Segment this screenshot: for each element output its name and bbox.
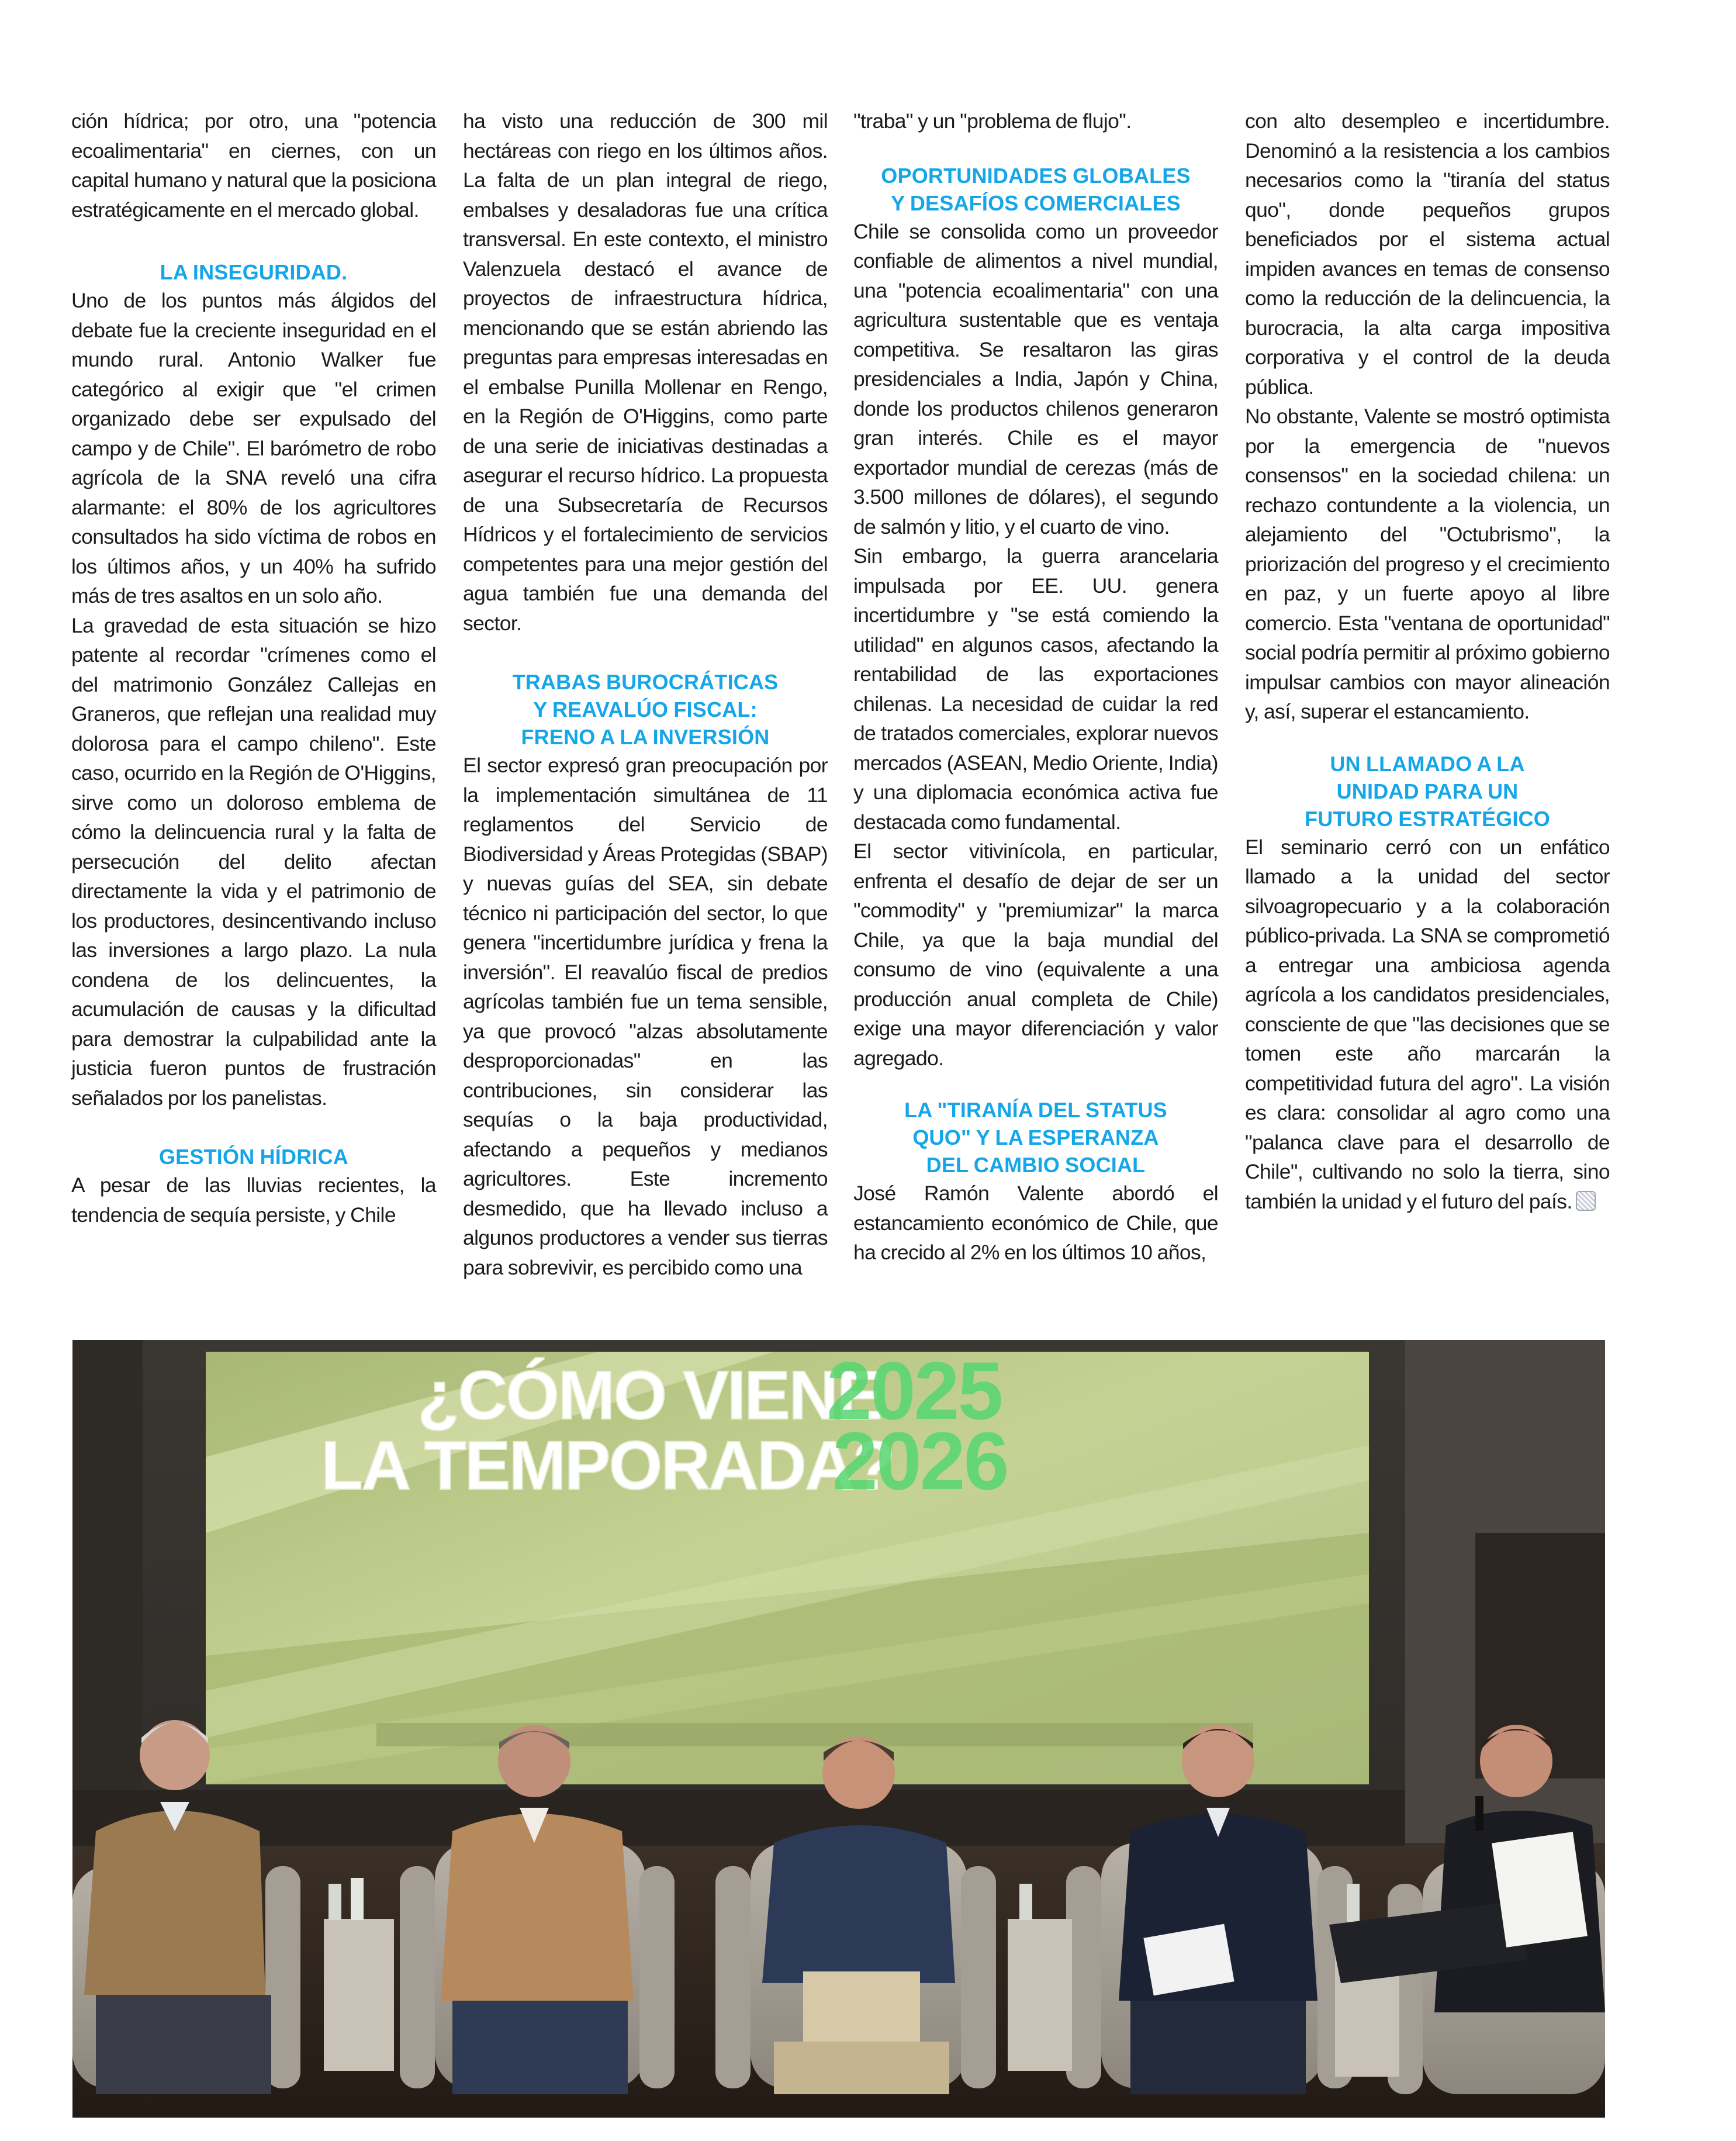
heading-line: UN LLAMADO A LA — [1330, 751, 1525, 776]
screen-year-2026: 2026 — [832, 1415, 1008, 1507]
screen-title-line1: ¿CÓMO VIENE — [417, 1357, 881, 1434]
section-heading-trabas — [463, 668, 828, 751]
article-column-4 — [1245, 106, 1610, 1216]
section-heading-inseguridad: LA INSEGURIDAD. — [160, 260, 348, 284]
section-heading-oportunidades — [853, 162, 1218, 217]
paragraph: A pesar de las lluvias recientes, la tendencia de sequía persiste, y Chile — [71, 1173, 436, 1227]
article-column-3 — [853, 106, 1218, 1268]
paragraph — [1245, 833, 1610, 1217]
section-heading-llamado — [1245, 750, 1610, 833]
paragraph: ción hídrica; por otro, una "potencia ecoalimentaria" en ciernes, con un capital humano y natural que la posiciona estratégicamente en el mercado global. — [71, 109, 436, 222]
heading-line: OPORTUNIDADES GLOBALES — [881, 163, 1191, 188]
heading-line: FRENO A LA INVERSIÓN — [521, 725, 770, 749]
paragraph: El sector vitivinícola, en particular, enfrenta el desafío de dejar de ser un "commodity" y "premiumizar" la marca Chile, ya que la baja mundial del consumo de vino (equivalente a una producción anual completa de Chile) exige una mayor diferenciación y valor agregado. — [853, 840, 1218, 1070]
section-heading-tirania — [853, 1096, 1218, 1179]
heading-line: Y REAVALÚO FISCAL: — [533, 697, 758, 721]
paragraph-text: El seminario cerró con un enfático llamado a la unidad del sector silvoagropecuario y a la colaboración público-privada. La SNA se comprometió a entregar una ambiciosa agenda agrícola a los candidatos presidenciales, consciente de que "las decisiones que se tomen este año marcarán la competitividad futura del agro". La visión es clara: consolidar al agro como una "palanca clave para el desarrollo de Chile", cultivando no solo la tierra, sino también la unidad y el futuro del país. — [1245, 835, 1610, 1213]
screen-title-line2: LA TEMPORADA? — [321, 1427, 894, 1504]
heading-line: UNIDAD PARA UN — [1336, 779, 1519, 803]
heading-line: DEL CAMBIO SOCIAL — [926, 1153, 1146, 1177]
heading-line: LA "TIRANÍA DEL STATUS — [904, 1098, 1167, 1122]
article-column-1 — [71, 106, 436, 1230]
paragraph: El sector expresó gran preocupación por la implementación simultánea de 11 reglamentos del Servicio de Biodiversidad y Áreas Protegidas (SBAP) y nuevas guías del SEA, sin debate técnico ni participación del sector, lo que genera "incertidumbre jurídica y frena la inversión". El reavalúo fiscal de predios agrícolas también fue un tema sensible, ya que provocó "alzas absolutamente desproporcionadas" en las contribuciones, sin considerar las sequías o la baja productividad, afectando a pequeños y medianos agricultores. Este incremento desmedido, que ha llevado incluso a algunos productores a vender sus tierras para sobrevivir, es percibido como una — [463, 754, 828, 1279]
heading-line: FUTURO ESTRATÉGICO — [1305, 806, 1550, 831]
paragraph: ha visto una reducción de 300 mil hectáreas con riego en los últimos años. La falta de un plan integral de riego, embalses y desaladoras fue una crítica transversal. En este contexto, el ministro Valenzuela destacó el avance de proyectos de infraestructura hídrica, mencionando que se están abriendo las preguntas para empresas interesadas en el embalse Punilla Mollenar en Rengo, en la Región de O'Higgins, como parte de una serie de iniciativas destinadas a asegurar el recurso hídrico. La propuesta de una Subsecretaría de Recursos Hídricos y el fortalecimiento de servicios competentes para una mejor gestión del agua también fue una demanda del sector. — [463, 109, 828, 635]
heading-line: QUO" Y LA ESPERANZA — [912, 1125, 1159, 1149]
section-heading-gestion-hidrica: GESTIÓN HÍDRICA — [158, 1145, 348, 1169]
paragraph: Chile se consolida como un proveedor confiable de alimentos a nivel mundial, una "potencia ecoalimentaria" con una agricultura sustentable que es ventaja competitiva. Se resaltaron las giras presidenciales a India, Japón y China, donde los productos chilenos generaron gran interés. Chile es el mayor exportador mundial de cerezas (más de 3.500 millones de dólares), el segundo de salmón y litio, y el cuarto de vino. — [853, 219, 1218, 538]
panel-photo — [72, 1340, 1605, 2118]
paragraph: Uno de los puntos más álgidos del debate fue la creciente inseguridad en el mundo rural. Antonio Walker fue categórico al exigir que "el crimen organizado debe ser expulsado del campo y de Chile". El barómetro de robo agrícola de la SNA reveló una cifra alarmante: el 80% de los agricultores consultados ha sido víctima de robos en los últimos años, y un 40% ha sufrido más de tres asaltos en un solo año. — [71, 289, 436, 607]
paragraph: No obstante, Valente se mostró optimista por la emergencia de "nuevos consensos" en la sociedad chilena: un rechazo contundente a la violencia, un alejamiento del "Octubrismo", la priorización del progreso y el crecimiento en paz, y un fuerte apoyo al libre comercio. Esta "ventana de oportunidad" social podría permitir al próximo gobierno impulsar cambios con mayor alineación y, así, superar el estancamiento. — [1245, 405, 1610, 723]
paragraph: La gravedad de esta situación se hizo patente al recordar "crímenes como el del matrimonio González Callejas en Graneros, que reflejan una realidad muy dolorosa para el campo chileno". Este caso, ocurrido en la Región de O'Higgins, sirve como un doloroso emblema de cómo la delincuencia rural y la falta de persecución del delito afectan directamente la vida y el patrimonio de los productores, desincentivando incluso las inversiones a largo plazo. La nula condena de los delincuentes, la acumulación de causas y la dificultad para demostrar la culpabilidad ante la justicia fueron puntos de frustración señalados por los panelistas. — [71, 613, 436, 1110]
end-of-article-icon — [1576, 1191, 1596, 1211]
article-column-2 — [463, 106, 828, 1282]
paragraph: Sin embargo, la guerra arancelaria impulsada por EE. UU. genera incertidumbre y "se está comiendo la utilidad" en algunos casos, afectando la rentabilidad de las exportaciones chilenas. La necesidad de cuidar la red de tratados comerciales, explorar nuevos mercados (ASEAN, Medio Oriente, India) y una diplomacia económica activa fue destacada como fundamental. — [853, 544, 1218, 834]
heading-line: Y DESAFÍOS COMERCIALES — [891, 191, 1181, 215]
paragraph: con alto desempleo e incertidumbre. Denominó a la resistencia a los cambios necesarios como la "tiranía del status quo", donde pequeños grupos beneficiados por el sistema actual impiden avances en temas de consenso como la reducción de la delincuencia, la burocracia, la alta carga impositiva corporativa y el control de la deuda pública. — [1245, 109, 1610, 399]
paragraph: "traba" y un "problema de flujo". — [853, 109, 1132, 133]
paragraph: José Ramón Valente abordó el estancamiento económico de Chile, que ha crecido al 2% en los últimos 10 años, — [853, 1182, 1218, 1264]
panel-photo-illustration — [72, 1340, 1605, 2118]
screen-year-2025: 2025 — [826, 1345, 1002, 1436]
heading-line: TRABAS BUROCRÁTICAS — [512, 670, 779, 694]
